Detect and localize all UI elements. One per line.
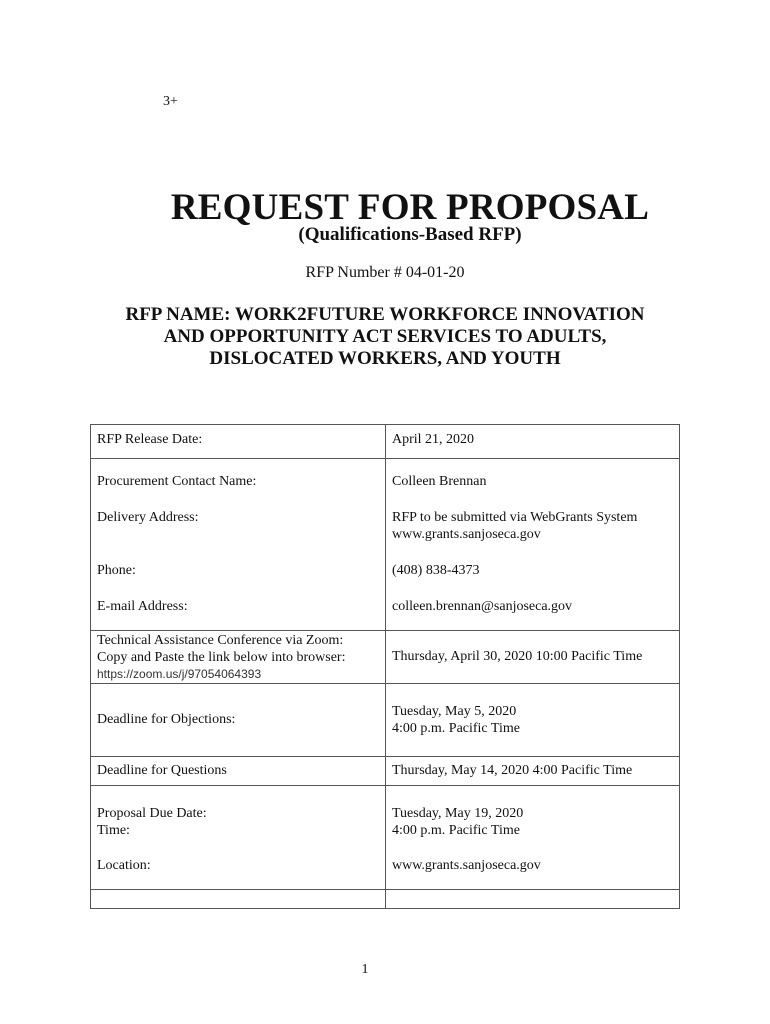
tac-label-line: Copy and Paste the link below into browser: [97, 650, 346, 665]
due-date-value: Tuesday, May 19, 2020 [392, 806, 524, 821]
release-date-label: RFP Release Date: [91, 425, 386, 459]
rfp-name-line: AND OPPORTUNITY ACT SERVICES TO ADULTS, [163, 326, 607, 347]
email-label: E-mail Address: [97, 599, 188, 614]
due-time-value: 4:00 p.m. Pacific Time [392, 823, 520, 838]
rfp-name-line: DISLOCATED WORKERS, AND YOUTH [209, 348, 561, 369]
tac-label-line: Technical Assistance Conference via Zoom: [97, 633, 344, 648]
questions-label: Deadline for Questions [91, 757, 386, 786]
objections-value [386, 684, 680, 757]
corner-mark: 3+ [163, 94, 178, 109]
contact-name-label: Procurement Contact Name: [97, 474, 257, 489]
empty-cell [91, 890, 386, 909]
document-subtitle: (Qualifications-Based RFP) [298, 224, 522, 245]
contact-cell-values [386, 459, 680, 631]
email-value: colleen.brennan@sanjoseca.gov [392, 599, 573, 614]
delivery-address-label: Delivery Address: [97, 510, 199, 525]
due-label-cell [91, 786, 386, 890]
table-row [91, 425, 680, 459]
page-number: 1 [361, 962, 369, 977]
rfp-number: RFP Number # 04-01-20 [305, 264, 465, 281]
table-row [91, 786, 680, 890]
release-date-value: April 21, 2020 [386, 425, 680, 459]
table-row [91, 890, 680, 909]
table-row [91, 684, 680, 757]
delivery-address-url: www.grants.sanjoseca.gov [392, 527, 541, 542]
phone-value: (408) 838-4373 [392, 563, 480, 578]
due-value-cell [386, 786, 680, 890]
questions-value: Thursday, May 14, 2020 4:00 Pacific Time [386, 757, 680, 786]
rfp-name [90, 304, 680, 370]
contact-cell-labels [91, 459, 386, 631]
phone-label: Phone: [97, 563, 136, 578]
due-date-label: Proposal Due Date: [97, 806, 207, 821]
delivery-address-value: RFP to be submitted via WebGrants System [392, 510, 638, 525]
tac-date-value: Thursday, April 30, 2020 10:00 Pacific Time [386, 631, 680, 684]
table-row [91, 459, 680, 631]
objections-label: Deadline for Objections: [91, 684, 386, 757]
table-row [91, 757, 680, 786]
due-time-label: Time: [97, 823, 130, 838]
contact-name-value: Colleen Brennan [392, 474, 487, 489]
zoom-link[interactable]: https://zoom.us/j/97054064393 [97, 667, 262, 681]
rfp-info-table [90, 424, 680, 909]
document-title: REQUEST FOR PROPOSAL [170, 187, 650, 228]
objections-time: 4:00 p.m. Pacific Time [392, 721, 520, 736]
table-row [91, 631, 680, 684]
tac-label-cell [91, 631, 386, 684]
objections-date: Tuesday, May 5, 2020 [392, 704, 517, 719]
empty-cell [386, 890, 680, 909]
location-value: www.grants.sanjoseca.gov [392, 858, 541, 873]
location-label: Location: [97, 858, 151, 873]
rfp-name-line: RFP NAME: WORK2FUTURE WORKFORCE INNOVATION [125, 304, 645, 325]
